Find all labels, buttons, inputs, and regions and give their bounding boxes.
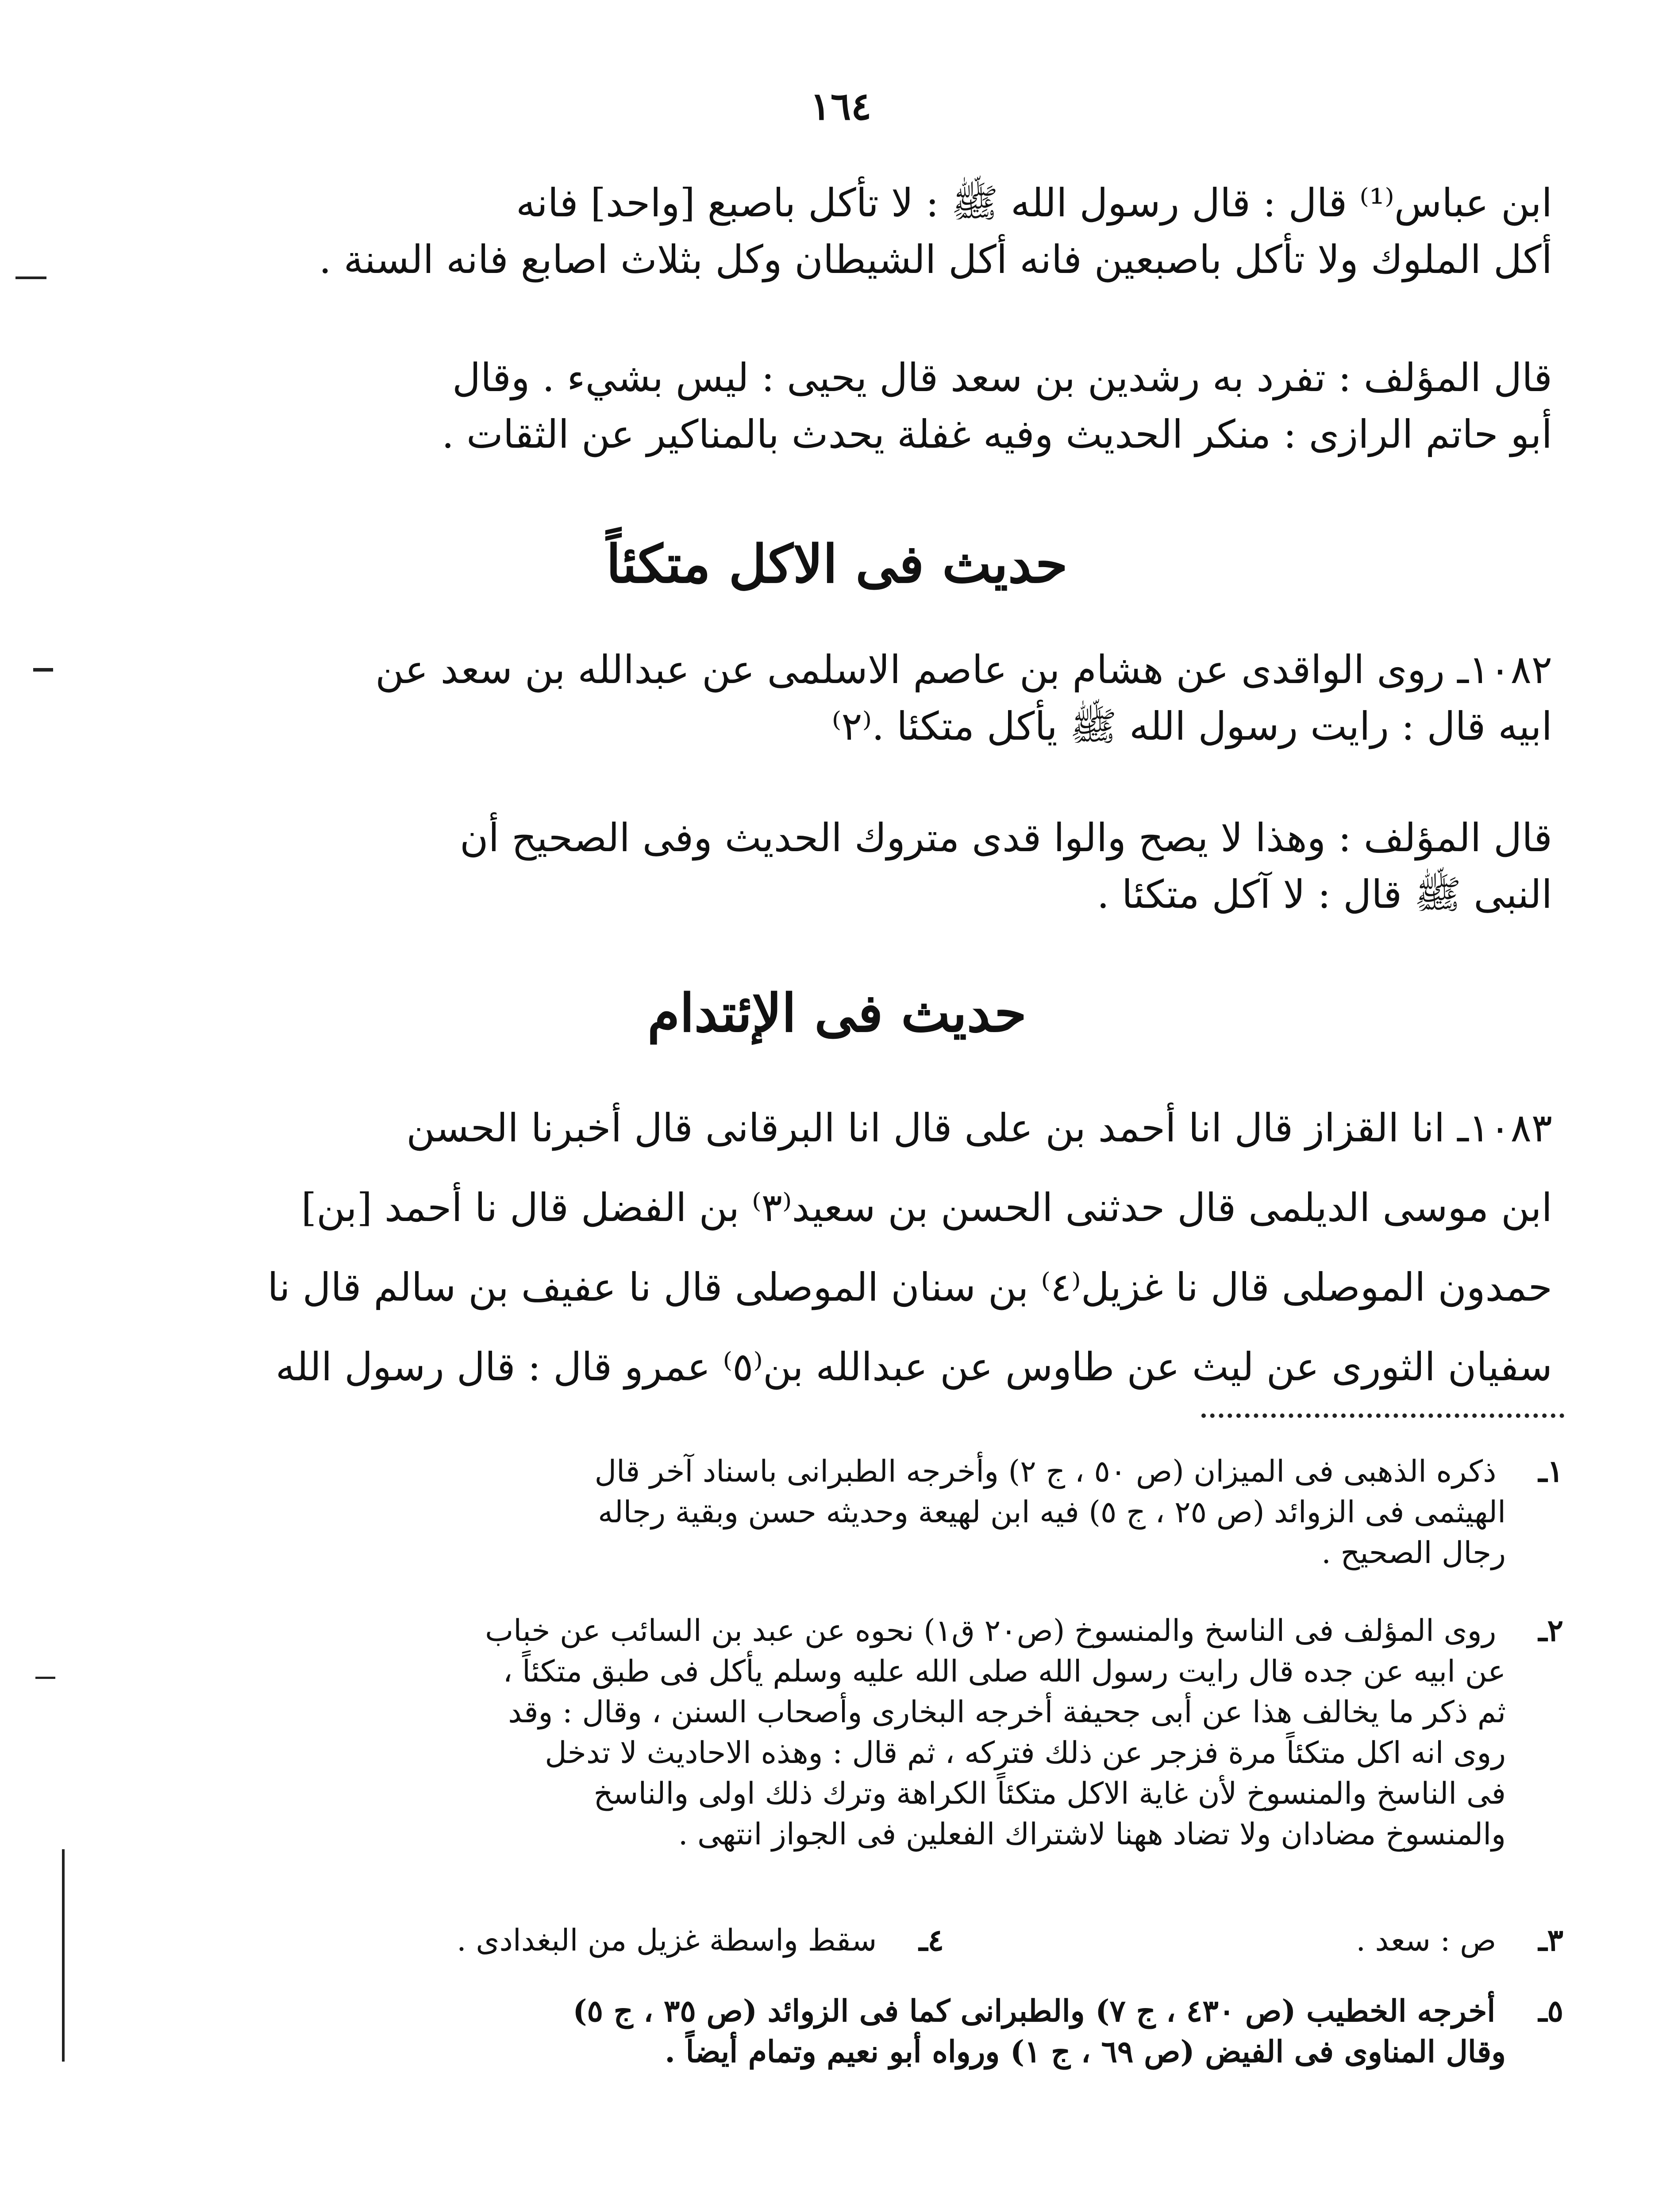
text-line: حمدون الموصلى قال نا غزيل⁽٤⁾ بن سنان الموصلى قال نا عفيف بن سالم قال نا (267, 1264, 1552, 1310)
footnote-text: أخرجه الخطيب (ص ٤٣٠ ، ج ٧) والطبرانى كما فى الزوائد (ص ٣٥ ، ج ٥) (573, 1993, 1496, 2029)
footnote-1 (152, 1451, 1563, 1574)
hadith-1083 (152, 1088, 1552, 1407)
scan-margin-mark (33, 668, 53, 672)
footnote-text: رجال الصحيح . (1321, 1536, 1506, 1571)
footnote-4 (457, 1920, 944, 1961)
text-line: أكل الملوك ولا تأكل باصبعين فانه أكل الشيطان وكل بثلاث اصابع فانه السنة . (319, 237, 1552, 282)
footnote-number: ٤ـ (919, 1923, 944, 1958)
footnote-3 (1356, 1920, 1563, 1961)
footnote-text: والمنسوخ مضادان ولا تضاد ههنا لاشتراك الفعلين فى الجواز انتهى . (678, 1817, 1506, 1852)
text-line: سفيان الثورى عن ليث عن طاوس عن عبدالله بن⁽٥⁾ عمرو قال : قال رسول الله (275, 1344, 1552, 1390)
footnote-text: ثم ذكر ما يخالف هذا عن أبى جحيفة أخرجه البخارى وأصحاب السنن ، وقال : وقد (508, 1695, 1506, 1730)
footnote-text: الهيثمى فى الزوائد (ص ٢٥ ، ج ٥) فيه ابن لهيعة وحديثه حسن وبقية رجاله (598, 1495, 1506, 1530)
footnote-text: ذكره الذهبى فى الميزان (ص ٥٠ ، ج ٢) وأخرجه الطبرانى باسناد آخر قال (594, 1454, 1497, 1489)
footnote-text: فى الناسخ والمنسوخ لأن غاية الاكل متكئاً الكراهة وترك ذلك اولى والناسخ (593, 1776, 1506, 1811)
footnote-text: عن ابيه عن جده قال رايت رسول الله صلى الله عليه وسلم يأكل فى طبق متكئاً ، (503, 1654, 1506, 1689)
footnote-2 (152, 1610, 1563, 1855)
footnote-number: ٥ـ (1538, 1993, 1563, 2029)
text-line: النبى ﷺ قال : لا آكل متكئا . (1097, 872, 1552, 917)
text-line: ابيه قال : رايت رسول الله ﷺ يأكل متكئا .⁽٢⁾ (831, 703, 1552, 749)
footnote-number: ٣ـ (1538, 1923, 1563, 1958)
section-heading-eating-reclining: حديث فى الاكل متكئاً (606, 533, 1068, 595)
text-line: أبو حاتم الرازى : منكر الحديث وفيه غفلة يحدث بالمناكير عن الثقات . (442, 411, 1552, 457)
footnote-5 (152, 1991, 1563, 2072)
footnote-number: ١ـ (1538, 1454, 1563, 1489)
footnote-text: وقال المناوى فى الفيض (ص ٦٩ ، ج ١) ورواه أبو نعيم وتمام أيضاً . (665, 2034, 1506, 2070)
footnote-text: روى انه اكل متكئاً مرة فزجر عن ذلك فتركه ، ثم قال : وهذه الاحاديث لا تدخل (545, 1736, 1506, 1770)
section-heading-condiment: حديث فى الإئتدام (647, 982, 1027, 1044)
footnote-text: سقط واسطة غزيل من البغدادى . (457, 1923, 877, 1958)
author-note-2 (152, 810, 1552, 923)
text-line: ١٠٨٣ـ انا القزاز قال انا أحمد بن على قال انا البرقانى قال أخبرنا الحسن (406, 1105, 1552, 1151)
footnote-number: ٢ـ (1538, 1613, 1563, 1648)
text-line: قال المؤلف : وهذا لا يصح والوا قدى متروك الحديث وفى الصحيح أن (460, 815, 1552, 860)
text-line: ابن عباس⁽¹⁾ قال : قال رسول الله ﷺ : لا تأكل باصبع [واحد] فانه (516, 180, 1552, 226)
text-line: ابن موسى الديلمى قال حدثنى الحسن بن سعيد⁽٣⁾ بن الفضل قال نا أحمد [بن] (301, 1185, 1552, 1230)
top-paragraph (152, 175, 1552, 288)
footnote-text: ص : سعد . (1356, 1923, 1497, 1958)
scan-margin-mark (35, 1677, 55, 1679)
scan-margin-mark (62, 1849, 65, 2062)
text-line: قال المؤلف : تفرد به رشدين بن سعد قال يحيى : ليس بشيء . وقال (452, 355, 1552, 400)
hadith-1082 (152, 641, 1552, 755)
footnote-text: روى المؤلف فى الناسخ والمنسوخ (ص٢٠ ق١) نحوه عن عبد بن السائب عن خباب (485, 1613, 1497, 1648)
author-note-1 (152, 349, 1552, 463)
footnote-separator (1201, 1413, 1564, 1418)
page-number: ١٦٤ (810, 84, 872, 129)
text-line: ١٠٨٢ـ روى الواقدى عن هشام بن عاصم الاسلمى عن عبدالله بن سعد عن (375, 647, 1552, 692)
scan-margin-mark (15, 276, 46, 279)
